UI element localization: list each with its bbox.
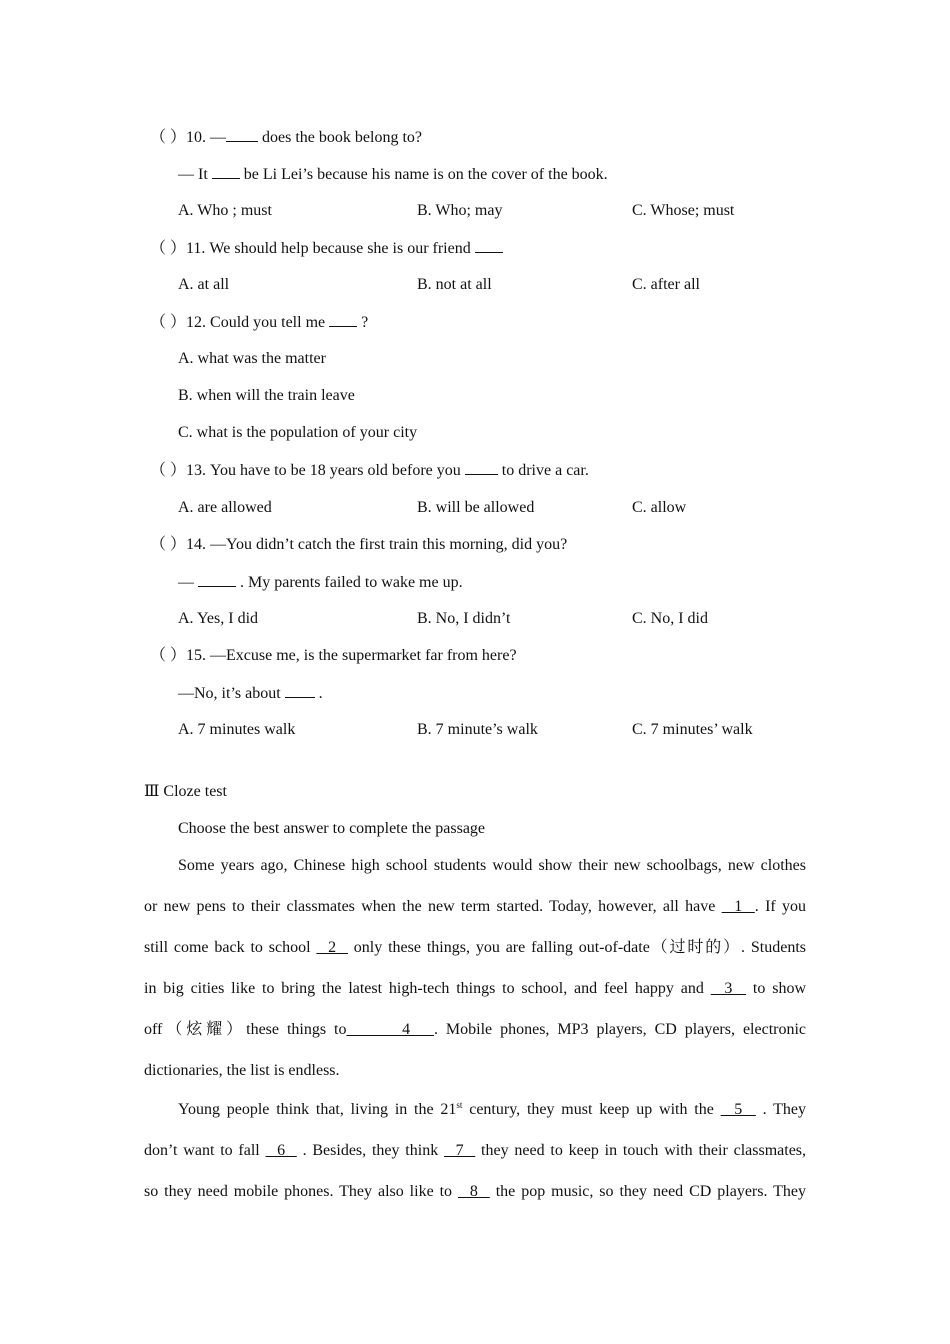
question-14-stem: （ ）14. —You didn’t catch the first train this morning, did you? xyxy=(150,536,568,553)
answer-paren: （ ） xyxy=(150,536,187,553)
blank xyxy=(285,683,315,698)
question-15-stem: （ ）15. —Excuse me, is the supermarket far from here? xyxy=(150,647,517,664)
blank-7: 7 xyxy=(444,1142,476,1159)
passage-paragraph-1 xyxy=(144,856,806,1102)
option-b: B. No, I didn’t xyxy=(417,610,511,627)
blank xyxy=(465,460,498,475)
blank xyxy=(226,127,258,142)
answer-paren: （ ） xyxy=(150,129,187,146)
option-a: A. are allowed xyxy=(178,499,272,516)
option-b: B. not at all xyxy=(417,276,492,293)
blank-5: 5 xyxy=(720,1101,756,1118)
passage-line: still come back to school 2 only these things, you are falling out-of-date（过时的）. Students xyxy=(144,939,807,956)
question-15-reply: —No, it’s about . xyxy=(178,685,323,702)
option-b: B. when will the train leave xyxy=(178,387,355,404)
option-b: B. 7 minute’s walk xyxy=(417,721,538,738)
option-b: B. will be allowed xyxy=(417,499,535,516)
passage-paragraph-2 xyxy=(144,1100,806,1223)
blank xyxy=(212,164,240,179)
question-14-reply: — . My parents failed to wake me up. xyxy=(178,574,463,591)
option-a: A. at all xyxy=(178,276,230,293)
option-a: A. Who ; must xyxy=(178,202,272,219)
section-heading: Ⅲ Cloze test xyxy=(144,783,227,800)
blank xyxy=(198,572,236,587)
option-c: C. No, I did xyxy=(632,610,708,627)
blank-2: 2 xyxy=(316,939,348,956)
option-a: A. 7 minutes walk xyxy=(178,721,296,738)
answer-paren: （ ） xyxy=(150,647,187,664)
question-10-stem: （ ）10. — does the book belong to? xyxy=(150,129,422,146)
option-c: C. after all xyxy=(632,276,700,293)
blank-3: 3 xyxy=(710,980,747,997)
option-c: C. 7 minutes’ walk xyxy=(632,721,753,738)
passage-line: so they need mobile phones. They also like to 8 the pop music, so they need CD players. They xyxy=(144,1183,807,1200)
answer-paren: （ ） xyxy=(150,314,187,331)
answer-paren: （ ） xyxy=(150,462,187,479)
blank-1: 1 xyxy=(721,898,755,915)
question-13-stem: （ ）13. You have to be 18 years old before you to drive a car. xyxy=(150,462,589,479)
option-b: B. Who; may xyxy=(417,202,503,219)
blank xyxy=(475,238,503,253)
question-12-stem: （ ）12. Could you tell me ? xyxy=(150,314,369,331)
option-c: C. Whose; must xyxy=(632,202,735,219)
passage-line: Some years ago, Chinese high school students would show their new schoolbags, new clothes xyxy=(178,857,806,874)
answer-paren: （ ） xyxy=(150,240,187,257)
option-a: A. Yes, I did xyxy=(178,610,259,627)
option-a: A. what was the matter xyxy=(178,350,326,367)
option-c: C. allow xyxy=(632,499,687,516)
section-instruction: Choose the best answer to complete the passage xyxy=(178,820,486,837)
question-11-stem: （ ）11. We should help because she is our friend xyxy=(150,238,503,259)
passage-line: off（炫耀）these things to 4 . Mobile phones, MP3 players, CD players, electronic xyxy=(144,1021,807,1038)
question-10-reply: — It be Li Lei’s because his name is on the cover of the book. xyxy=(178,166,608,183)
blank xyxy=(329,312,357,327)
blank-8: 8 xyxy=(458,1183,490,1200)
blank-4: 4 xyxy=(346,1021,434,1038)
passage-line: don’t want to fall 6 . Besides, they think 7 they need to keep in touch with their classmates, xyxy=(144,1142,807,1159)
passage-line: Young people think that, living in the 21st century, they must keep up with the 5 . They xyxy=(178,1100,807,1118)
passage-line: in big cities like to bring the latest high-tech things to school, and feel happy and 3 to show xyxy=(144,980,807,997)
blank-6: 6 xyxy=(265,1142,297,1159)
passage-line: or new pens to their classmates when the new term started. Today, however, all have 1 . If you xyxy=(144,898,807,915)
passage-line: dictionaries, the list is endless. xyxy=(144,1062,340,1079)
option-c: C. what is the population of your city xyxy=(178,424,418,441)
